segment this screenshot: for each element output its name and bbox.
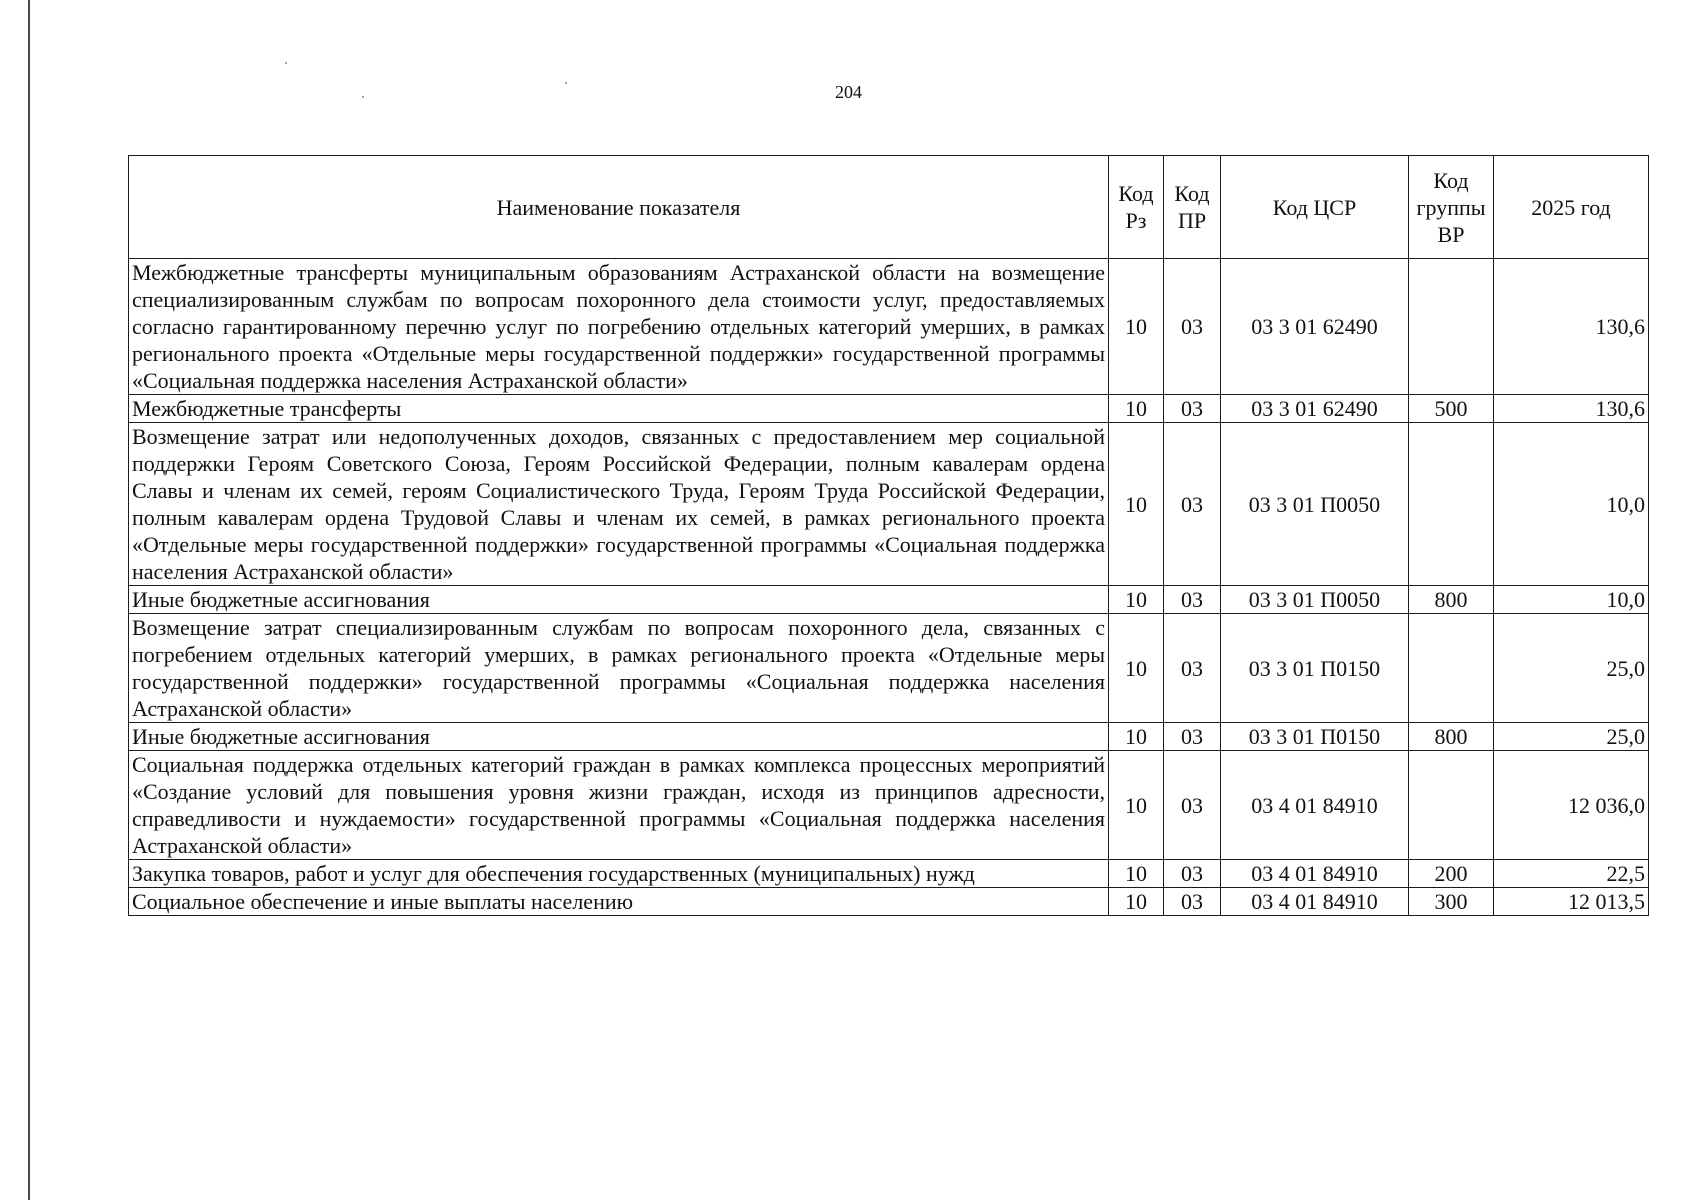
table-row <box>129 259 1649 395</box>
header-pr: Код ПР <box>1164 156 1221 259</box>
row-amount: 10,0 <box>1494 423 1649 586</box>
table-header-row <box>129 156 1649 259</box>
table-row <box>129 586 1649 614</box>
row-pr: 03 <box>1164 860 1221 888</box>
row-vr <box>1409 423 1494 586</box>
row-rz: 10 <box>1109 860 1164 888</box>
row-pr: 03 <box>1164 423 1221 586</box>
row-rz: 10 <box>1109 723 1164 751</box>
row-amount: 22,5 <box>1494 860 1649 888</box>
row-name: Возмещение затрат или недополученных доходов, связанных с предоставлением мер социальной поддержки Героям Советского Союза, Героям Российской Федерации, полным кавалерам ордена Славы и членам их семей, героям Социалистического Труда, Героям Труда Российской Федерации, полным кавалерам ордена Трудовой Славы и членам их семей, в рамках регионального проекта «Отдельные меры государственной поддержки» государственной программы «Социальная поддержка населения Астраханской области» <box>129 423 1109 586</box>
row-amount: 25,0 <box>1494 614 1649 723</box>
row-csr: 03 3 01 62490 <box>1221 395 1409 423</box>
row-rz: 10 <box>1109 423 1164 586</box>
row-csr: 03 4 01 84910 <box>1221 751 1409 860</box>
row-amount: 130,6 <box>1494 395 1649 423</box>
row-vr <box>1409 751 1494 860</box>
row-name: Возмещение затрат специализированным службам по вопросам похоронного дела, связанных с погребением отдельных категорий умерших, в рамках регионального проекта «Отдельные меры государственной поддержки» государственной программы «Социальная поддержка населения Астраханской области» <box>129 614 1109 723</box>
header-vr: Код группы ВР <box>1409 156 1494 259</box>
row-name: Социальное обеспечение и иные выплаты населению <box>129 888 1109 916</box>
header-csr: Код ЦСР <box>1221 156 1409 259</box>
row-amount: 130,6 <box>1494 259 1649 395</box>
row-vr: 800 <box>1409 586 1494 614</box>
table-row <box>129 888 1649 916</box>
row-vr <box>1409 259 1494 395</box>
row-vr: 200 <box>1409 860 1494 888</box>
row-pr: 03 <box>1164 614 1221 723</box>
table-row <box>129 723 1649 751</box>
row-vr <box>1409 614 1494 723</box>
row-csr: 03 4 01 84910 <box>1221 860 1409 888</box>
row-name: Иные бюджетные ассигнования <box>129 586 1109 614</box>
table-row <box>129 395 1649 423</box>
row-rz: 10 <box>1109 259 1164 395</box>
header-name: Наименование показателя <box>129 156 1109 259</box>
row-name: Межбюджетные трансферты муниципальным образованиям Астраханской области на возмещение специализированным службам по вопросам похоронного дела стоимости услуг, предоставляемых согласно гарантированному перечню услуг по погребению отдельных категорий умерших, в рамках регионального проекта «Отдельные меры государственной поддержки» государственной программы «Социальная поддержка населения Астраханской области» <box>129 259 1109 395</box>
row-csr: 03 3 01 62490 <box>1221 259 1409 395</box>
row-rz: 10 <box>1109 751 1164 860</box>
row-pr: 03 <box>1164 888 1221 916</box>
row-pr: 03 <box>1164 586 1221 614</box>
table-row <box>129 751 1649 860</box>
row-csr: 03 4 01 84910 <box>1221 888 1409 916</box>
row-csr: 03 3 01 П0150 <box>1221 614 1409 723</box>
row-pr: 03 <box>1164 395 1221 423</box>
row-name: Межбюджетные трансферты <box>129 395 1109 423</box>
row-pr: 03 <box>1164 259 1221 395</box>
row-rz: 10 <box>1109 888 1164 916</box>
row-amount: 12 036,0 <box>1494 751 1649 860</box>
header-year: 2025 год <box>1494 156 1649 259</box>
scan-speck <box>285 62 287 64</box>
row-rz: 10 <box>1109 614 1164 723</box>
row-amount: 25,0 <box>1494 723 1649 751</box>
row-pr: 03 <box>1164 751 1221 860</box>
table-row <box>129 860 1649 888</box>
row-pr: 03 <box>1164 723 1221 751</box>
table-row <box>129 423 1649 586</box>
row-vr: 300 <box>1409 888 1494 916</box>
row-vr: 800 <box>1409 723 1494 751</box>
row-amount: 10,0 <box>1494 586 1649 614</box>
header-rz: Код Рз <box>1109 156 1164 259</box>
row-amount: 12 013,5 <box>1494 888 1649 916</box>
row-rz: 10 <box>1109 395 1164 423</box>
row-csr: 03 3 01 П0050 <box>1221 423 1409 586</box>
page-number: 204 <box>835 82 862 102</box>
row-name: Закупка товаров, работ и услуг для обеспечения государственных (муниципальных) нужд <box>129 860 1109 888</box>
row-csr: 03 3 01 П0050 <box>1221 586 1409 614</box>
row-vr: 500 <box>1409 395 1494 423</box>
budget-table <box>128 155 1649 916</box>
row-csr: 03 3 01 П0150 <box>1221 723 1409 751</box>
row-name: Иные бюджетные ассигнования <box>129 723 1109 751</box>
table-row <box>129 614 1649 723</box>
row-rz: 10 <box>1109 586 1164 614</box>
row-name: Социальная поддержка отдельных категорий граждан в рамках комплекса процессных мероприятий «Создание условий для повышения уровня жизни граждан, исходя из принципов адресности, справедливости и нуждаемости» государственной программы «Социальная поддержка населения Астраханской области» <box>129 751 1109 860</box>
scan-left-edge <box>28 0 30 1200</box>
